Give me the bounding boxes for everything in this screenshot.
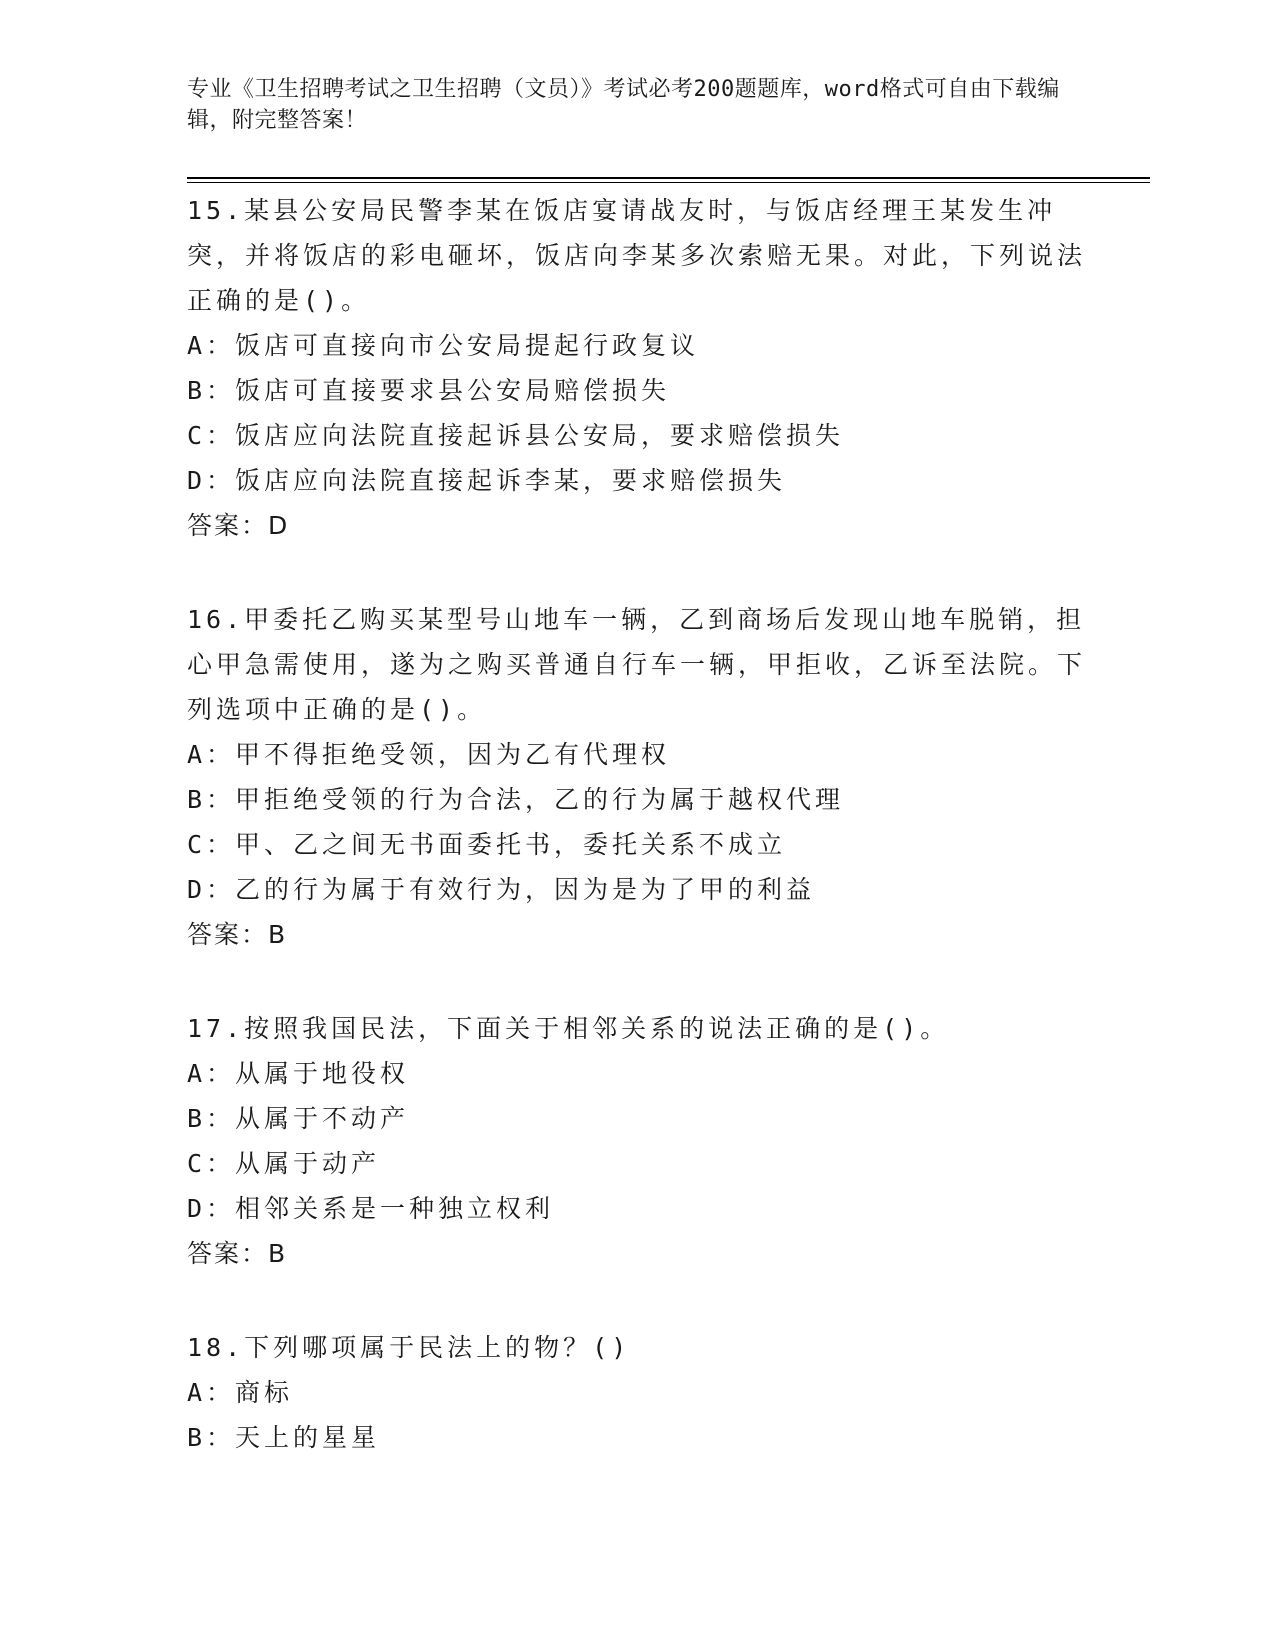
option-c: C：从属于动产: [187, 1149, 381, 1178]
option-a: A：从属于地役权: [187, 1059, 410, 1088]
option-b: B：饭店可直接要求县公安局赔偿损失: [187, 376, 671, 405]
answer: 答案：D: [187, 511, 290, 540]
question-stem: 18.下列哪项属于民法上的物？(): [187, 1333, 631, 1362]
option-c: C：甲、乙之间无书面委托书，委托关系不成立: [187, 830, 787, 859]
header-rule-thin: [187, 182, 1150, 183]
option-a: A：商标: [187, 1378, 294, 1407]
header-rule-thick: [187, 177, 1150, 179]
option-d: D：乙的行为属于有效行为，因为是为了甲的利益: [187, 875, 816, 904]
option-c: C：饭店应向法院直接起诉县公安局，要求赔偿损失: [187, 421, 845, 450]
option-d: D：相邻关系是一种独立权利: [187, 1194, 555, 1223]
answer: 答案：B: [187, 920, 288, 949]
question-18: [187, 1325, 1087, 1460]
question-15: [187, 188, 1087, 548]
option-b: B：甲拒绝受领的行为合法，乙的行为属于越权代理: [187, 785, 845, 814]
question-17: [187, 1006, 1087, 1276]
answer: 答案：B: [187, 1239, 288, 1268]
option-b: B：从属于不动产: [187, 1104, 410, 1133]
option-a: A：饭店可直接向市公安局提起行政复议: [187, 331, 700, 360]
question-16: [187, 597, 1087, 957]
document-header: 专业《卫生招聘考试之卫生招聘（文员）》考试必考200题题库，word格式可自由下载编辑，附完整答案！: [187, 77, 1060, 133]
question-stem: 15.某县公安局民警李某在饭店宴请战友时，与饭店经理王某发生冲突，并将饭店的彩电砸坏，饭店向李某多次索赔无果。对此，下列说法正确的是()。: [187, 196, 1087, 315]
question-stem: 17.按照我国民法，下面关于相邻关系的说法正确的是()。: [187, 1014, 950, 1043]
option-a: A：甲不得拒绝受领，因为乙有代理权: [187, 740, 671, 769]
option-b: B：天上的星星: [187, 1423, 381, 1452]
option-d: D：饭店应向法院直接起诉李某，要求赔偿损失: [187, 466, 787, 495]
question-stem: 16.甲委托乙购买某型号山地车一辆，乙到商场后发现山地车脱销，担心甲急需使用，遂为之购买普通自行车一辆，甲拒收，乙诉至法院。下列选项中正确的是()。: [187, 605, 1087, 724]
